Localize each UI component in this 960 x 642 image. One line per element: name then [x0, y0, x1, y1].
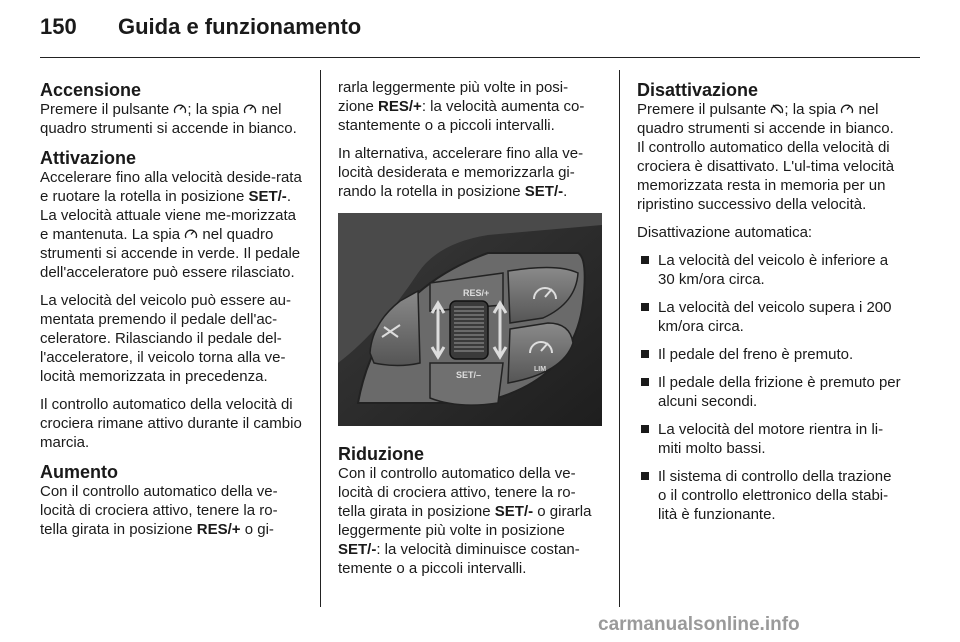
- list-item: La velocità del veicolo è inferiore a 30 km/ora circa.: [637, 251, 902, 289]
- section-riduzione: [338, 444, 603, 578]
- section-accensione: [40, 80, 305, 138]
- steering-wheel-controls-illustration: [338, 213, 602, 426]
- section-text: [338, 78, 603, 135]
- list-item: La velocità del motore rientra in li-miti molto bassi.: [637, 420, 902, 458]
- header-rule: [40, 57, 920, 58]
- text-bold: SET/-: [338, 541, 377, 558]
- text-run: Con il controllo automatico della ve-locità di crociera attivo, tenere la ro-tella girata in posizione: [338, 465, 576, 520]
- text-bold: SET/-: [248, 188, 287, 205]
- cruise-control-icon: [173, 102, 187, 116]
- cruise-control-icon: [840, 102, 854, 116]
- text-run: . La velocità attuale viene me-morizzata e mantenuta. La spia: [40, 188, 296, 243]
- list-item: Il sistema di controllo della trazione o il controllo elettronico della stabi-lità è funzionante.: [637, 467, 902, 524]
- column-middle: [338, 78, 603, 588]
- text-run: rarla leggermente più volte in posi-zione: [338, 79, 569, 115]
- section-attivazione: [40, 148, 305, 452]
- text-bold: SET/-: [524, 183, 564, 200]
- text-run: : la velocità aumenta co-stantemente o a piccoli intervalli.: [338, 98, 585, 134]
- section-text: [40, 100, 305, 138]
- text-run: o gi-: [240, 521, 274, 538]
- watermark: carmanualsonline.info: [598, 614, 800, 635]
- text-run: Premere il pulsante: [637, 101, 771, 118]
- text-bold: RES/+: [378, 98, 422, 115]
- section-disattivazione: [637, 80, 902, 524]
- column-left: [40, 80, 305, 549]
- lim-label: LIM: [534, 366, 547, 373]
- section-text: [637, 100, 902, 214]
- section-title: Aumento: [40, 462, 118, 482]
- cruise-control-off-icon: [770, 102, 784, 116]
- section-text: [338, 464, 603, 578]
- text-run: Con il controllo automatico della ve-locità di crociera attivo, tenere la ro-tella girata in posizione: [40, 483, 278, 538]
- section-title: Riduzione: [338, 444, 424, 464]
- section-aumento: [40, 462, 305, 539]
- deactivation-list: [637, 251, 902, 524]
- list-item: Il pedale del freno è premuto.: [637, 345, 902, 364]
- text-bold: SET/-: [494, 503, 534, 520]
- text-run: nel quadro strumenti si accende in bianco. Il controllo automatico della velocità di crociera è disattivato. L'ul-tima velocità memorizzata resta in memoria per un ripristino successivo della velocità.: [637, 101, 895, 213]
- section-title: Accensione: [40, 80, 142, 100]
- text-run: nel quadro strumenti si accende in verde. Il pedale dell'acceleratore può essere rilasciato.: [40, 226, 301, 281]
- section-text: Disattivazione automatica:: [637, 224, 813, 241]
- cruise-control-icon: [184, 227, 198, 241]
- chapter-title: Guida e funzionamento: [118, 14, 362, 39]
- column-right: [637, 80, 902, 534]
- text-run: ; la spia: [784, 101, 841, 118]
- text-run: In alternativa, accelerare fino alla ve-locità desiderata e memorizzarla gi-rando la rotella in posizione: [338, 145, 584, 200]
- section-title: Disattivazione: [637, 80, 759, 100]
- steering-wheel-svg: [338, 213, 602, 426]
- page-number: 150: [40, 14, 77, 39]
- text-bold: RES/+: [196, 521, 241, 538]
- section-text: [40, 168, 305, 282]
- text-run: o girarla leggermente più volte in posizione: [338, 503, 592, 539]
- res-plus-label: RES/+: [463, 288, 490, 298]
- section-text: [338, 144, 603, 201]
- set-minus-label: SET/–: [456, 370, 482, 380]
- section-text: [40, 482, 305, 539]
- text-run: Accelerare fino alla velocità deside-rata e ruotare la rotella in posizione: [40, 169, 302, 205]
- text-run: : la velocità diminuisce costan-temente o a piccoli intervalli.: [338, 541, 580, 577]
- section-title: Attivazione: [40, 148, 137, 168]
- text-run: Premere il pulsante: [40, 101, 174, 118]
- text-run: nel quadro strumenti si accende in bianco.: [40, 101, 297, 137]
- cruise-control-icon: [243, 102, 257, 116]
- text-run: ; la spia: [187, 101, 244, 118]
- list-item: La velocità del veicolo supera i 200 km/ora circa.: [637, 298, 902, 336]
- list-item: Il pedale della frizione è premuto per alcuni secondi.: [637, 373, 902, 411]
- column-divider: [619, 70, 620, 607]
- column-divider: [320, 70, 321, 607]
- section-text: La velocità del veicolo può essere au-mentata premendo il pedale dell'ac-celeratore. Rilasciando il pedale del-l'acceleratore, il veicolo torna alla ve-locità memorizzata in precedenza.: [40, 292, 291, 385]
- text-run: .: [563, 183, 568, 200]
- section-text: Il controllo automatico della velocità di crociera rimane attivo durante il cambio marcia.: [40, 396, 302, 451]
